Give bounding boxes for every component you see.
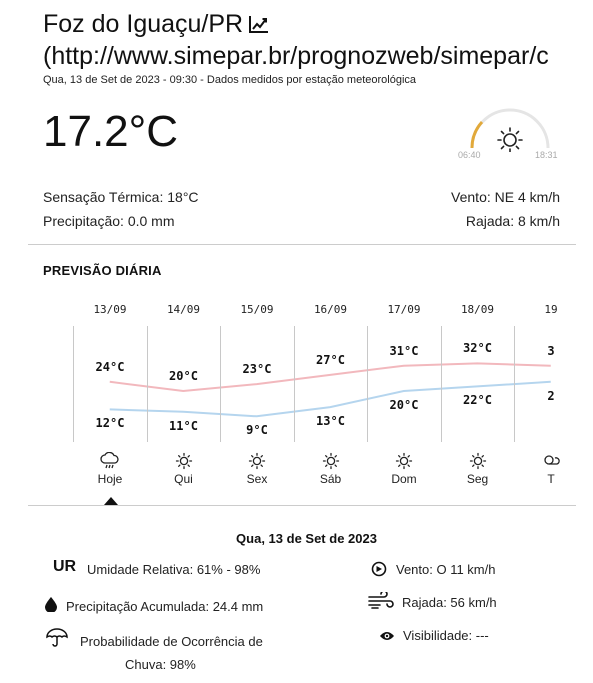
wind-direction-icon (371, 561, 387, 582)
wind: Vento: NE 4 km/h (451, 189, 560, 205)
city-title (43, 8, 269, 41)
day-label: Sáb (319, 472, 342, 486)
max-temperature-label: 31°C (389, 343, 419, 358)
daily-forecast-chart (0, 296, 576, 510)
forecast-day-16/09[interactable] (294, 296, 368, 494)
max-temperature-label: 32°C (463, 341, 492, 356)
sun-arc (456, 100, 562, 152)
humidity-icon: UR (53, 558, 77, 575)
max-temperature-label: 24°C (95, 359, 125, 374)
day-date: 14/09 (166, 303, 201, 316)
forecast-day-18/09[interactable] (441, 296, 515, 494)
day-label: Seg (466, 472, 489, 486)
forecast-day-13/09[interactable] (73, 296, 147, 494)
rain-probability-line1: Probabilidade de Ocorrência de (80, 634, 263, 649)
daily-forecast-title: PREVISÃO DIÁRIA (43, 263, 162, 278)
sun-icon (321, 452, 341, 470)
trend-chart-icon[interactable] (249, 9, 269, 41)
max-temperature-label: 3 (547, 343, 555, 358)
min-temperature-label: 11°C (169, 418, 198, 433)
forecast-day-19[interactable] (514, 296, 576, 494)
max-temperature-label: 27°C (316, 352, 345, 367)
min-temperature-label: 2 (547, 388, 555, 403)
accumulated-precipitation: Precipitação Acumulada: 24.4 mm (66, 599, 264, 614)
divider (28, 505, 576, 506)
measurement-subtitle: Qua, 13 de Set de 2023 - 09:30 - Dados medidos por estação meteorológica (43, 74, 417, 86)
max-temperature-label: 20°C (169, 369, 198, 383)
sunrise-time: 06:40 (458, 150, 481, 160)
day-label: Hoje (97, 472, 123, 486)
day-label: Dom (391, 472, 417, 486)
divider (28, 244, 576, 245)
detail-date: Qua, 13 de Set de 2023 (236, 531, 377, 546)
day-date: 17/09 (387, 303, 421, 316)
forecast-day-17/09[interactable] (367, 296, 441, 494)
wind-gust: Rajada: 8 km/h (465, 213, 560, 229)
min-temperature-label: 9°C (246, 423, 268, 438)
day-label: Sex (246, 472, 268, 486)
sun-icon (247, 452, 267, 470)
sun-icon (394, 452, 414, 470)
source-url[interactable]: (http://www.simepar.br/prognozweb/simepar/c (43, 42, 549, 70)
sun-icon (468, 452, 488, 470)
day-label: T (547, 472, 555, 486)
detail-wind: Vento: O 11 km/h (396, 562, 496, 577)
day-date: 18/09 (460, 303, 495, 316)
partly-cloudy-icon (541, 452, 561, 470)
forecast-day-14/09[interactable] (147, 296, 221, 494)
selected-day-pointer (104, 497, 118, 505)
sunset-time: 18:31 (535, 150, 558, 160)
sun-icon (498, 128, 522, 152)
sun-icon (174, 452, 194, 470)
day-date: 13/09 (93, 303, 127, 316)
visibility: Visibilidade: --- (403, 628, 489, 643)
current-temperature: 17.2°C (43, 107, 179, 156)
rain-icon (100, 452, 120, 470)
min-temperature-label: 12°C (95, 416, 125, 431)
day-date: 16/09 (313, 303, 348, 316)
min-temperature-label: 20°C (389, 398, 419, 412)
detail-gust: Rajada: 56 km/h (402, 595, 497, 610)
day-date: 15/09 (240, 303, 274, 316)
day-date: 19 (544, 303, 558, 316)
sun-arc-widget (456, 100, 562, 166)
umbrella-icon (46, 628, 68, 653)
max-temperature-label: 23°C (242, 362, 272, 377)
min-temperature-label: 22°C (463, 393, 492, 408)
rain-probability-line2: Chuva: 98% (125, 657, 196, 672)
eye-icon (379, 629, 395, 647)
relative-humidity: Umidade Relativa: 61% - 98% (87, 562, 261, 577)
precipitation: Precipitação: 0.0 mm (43, 213, 175, 229)
feels-like: Sensação Térmica: 18°C (43, 189, 199, 205)
rain-drop-icon (44, 596, 58, 617)
wind-gust-icon (368, 592, 394, 615)
day-label: Qui (174, 472, 193, 486)
min-temperature-label: 13°C (316, 414, 345, 429)
forecast-day-15/09[interactable] (220, 296, 294, 494)
city-name: Foz do Iguaçu/PR (43, 10, 244, 38)
